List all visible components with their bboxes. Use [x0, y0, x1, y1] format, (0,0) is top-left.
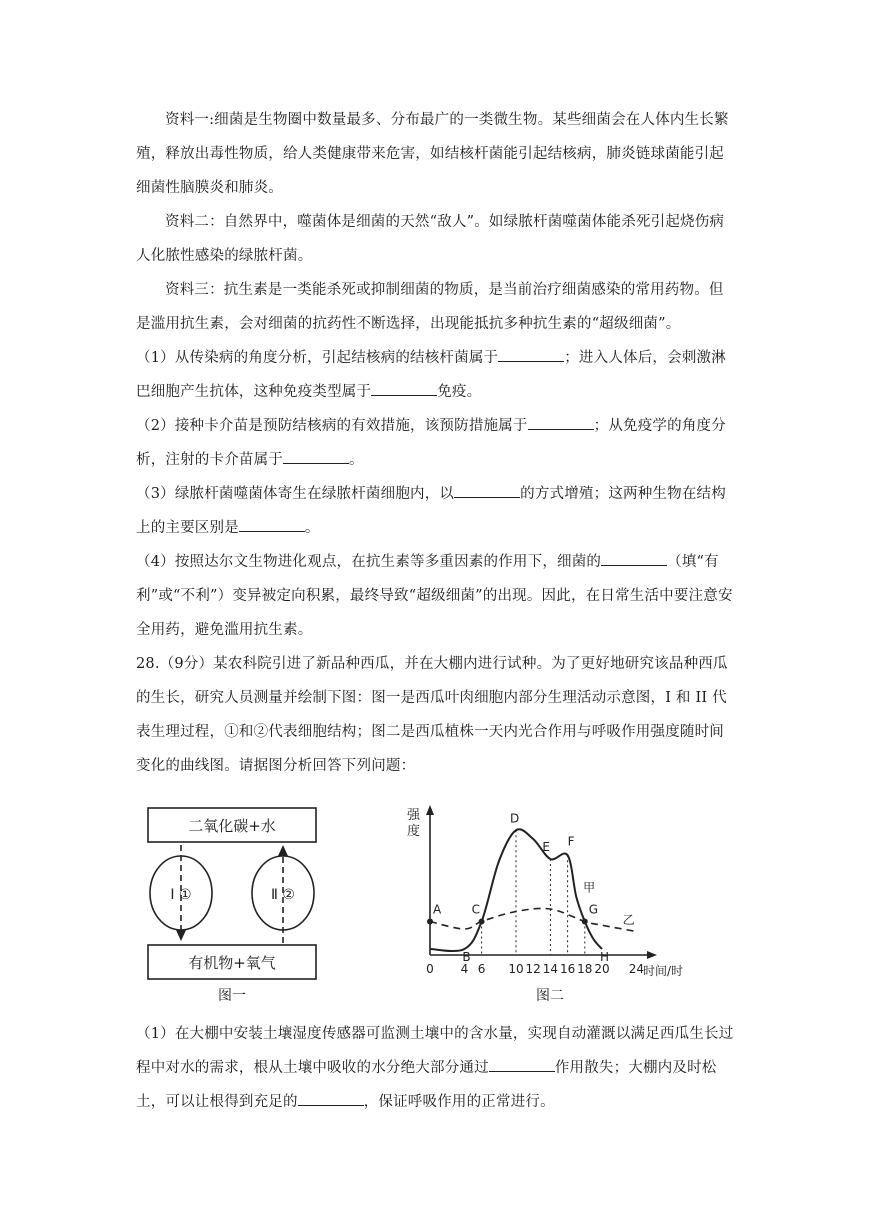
point-label: B: [462, 950, 471, 964]
x-tick-labels: [426, 962, 644, 976]
answer-blank: [528, 428, 594, 430]
answer-blank: [454, 496, 520, 498]
labeled-points: [427, 811, 609, 964]
question-4: [136, 545, 736, 647]
q1-text-a: （1）从传染病的角度分析，引起结核病的结核杆菌属于: [136, 350, 499, 366]
point-label: C: [471, 902, 480, 917]
x-tick-label: 4: [460, 962, 469, 976]
q2-text-b: ；从免疫学的角度分析，注射的卡介苗属于: [136, 418, 726, 468]
arrow-down-icon: [176, 930, 186, 941]
q3-text-a: （3）绿脓杆菌噬菌体寄生在绿脓杆菌细胞内，以: [136, 486, 455, 502]
figure-2-caption: 图二: [536, 988, 564, 1004]
ylabel-char-2: 度: [407, 824, 421, 839]
x-tick-label: 0: [426, 962, 434, 976]
point-label: G: [588, 902, 599, 917]
curve-jia-label: 甲: [583, 880, 596, 895]
x-tick-label: 10: [508, 962, 524, 976]
y-axis-label: [407, 808, 424, 839]
question-1: [136, 341, 736, 409]
x-tick-label: 12: [525, 962, 541, 976]
curve-yi: [430, 908, 636, 931]
curve-jia: [430, 829, 602, 951]
y-axis-arrow-icon: [426, 805, 434, 815]
point-marker: [427, 919, 433, 925]
drop-lines: [482, 830, 585, 955]
answer-blank: [283, 462, 349, 464]
figure-1-caption: 图一: [218, 988, 246, 1004]
x-tick-label: 16: [559, 962, 576, 976]
answer-blank: [489, 1070, 555, 1072]
q1-text-b: ；进入人体后，会刺激淋巴细胞产生抗体，这种免疫类型属于: [136, 350, 726, 400]
x-tick-label: 6: [477, 962, 486, 976]
x-tick-label: 18: [577, 962, 593, 976]
arrow-up-icon: [278, 845, 288, 856]
point-label: D: [510, 811, 520, 826]
x-axis-arrow-icon: [647, 951, 657, 959]
q3-text-b: 的方式增殖；这两种生物在结构上的主要区别是: [136, 486, 726, 536]
q4-text-b: （填“有利”或“不利”）变异被定向积累，最终导致“超级细菌”的出现。因此，在日常生活中要注意安全用药，避免滥用抗生素。: [136, 554, 733, 638]
answer-blank: [298, 1104, 364, 1106]
figure-2-chart: [395, 795, 700, 985]
q1-text-c: 免疫。: [437, 384, 482, 400]
question-2: [136, 409, 736, 477]
bottom-box-label: 有机物+氧气: [188, 954, 276, 972]
q28-1-text-c: ，保证呼吸作用的正常进行。: [363, 1094, 555, 1110]
point-label: E: [542, 840, 550, 854]
point-label: F: [567, 834, 575, 849]
q28-1-text-a: （1）在大棚中安装土壤湿度传感器可监测土壤中的含水量，实现自动灌溉以满足西瓜生长过程中对水的需求，根从土壤中吸收的水分绝大部分通过: [136, 1026, 734, 1076]
question-3: [136, 477, 736, 545]
answer-blank: [239, 530, 305, 532]
ylabel-char-1: 强: [407, 808, 421, 823]
answer-blank: [371, 394, 437, 396]
q28-1-text-b: 作用散失；大棚内及时松土，可以让根得到充足的: [136, 1060, 717, 1110]
q2-text-a: （2）接种卡介苗是预防结核病的有效措施，该预防措施属于: [136, 418, 528, 434]
top-box-label: 二氧化碳+水: [188, 817, 276, 835]
q3-text-c: 。: [304, 520, 320, 536]
q4-text-a: （4）按照达尔文生物进化观点，在抗生素等多重因素的作用下，细菌的: [136, 554, 602, 570]
answer-blank: [601, 564, 667, 566]
material-3: 资料三：抗生素是一类能杀死或抑制细菌的物质，是当前治疗细菌感染的常用药物。但是滥用抗生素，会对细菌的抗药性不断选择，出现能抵抗多种抗生素的“超级细菌”。: [136, 282, 724, 332]
point-label: H: [600, 950, 610, 964]
x-tick-label: 14: [542, 962, 559, 976]
left-oval-label: I ①: [170, 887, 192, 903]
x-tick-label: 24: [628, 962, 645, 976]
point-marker: [479, 919, 485, 925]
point-label: A: [433, 902, 442, 917]
x-tick-label: 20: [594, 962, 610, 976]
right-oval-label: Ⅱ ②: [271, 887, 295, 903]
figure-1-diagram: [140, 805, 330, 990]
question-28: 28.（9分）某农科院引进了新品种西瓜，并在大棚内进行试种。为了更好地研究该品种西瓜的生长，研究人员测量并绘制下图：图一是西瓜叶肉细胞内部分生理活动示意图，I 和 II 代表生理过程，①和②代表细胞结构；图二是西瓜植株一天内光合作用与呼吸作用强度随时间变化的曲线图。请据图分析回答下列问题：: [136, 656, 728, 774]
q2-text-c: 。: [349, 452, 364, 468]
material-1: 资料一:细菌是生物圈中数量最多、分布最广的一类微生物。某些细菌会在人体内生长繁殖，释放出毒性物质，给人类健康带来危害，如结核杆菌能引起结核病，肺炎链球菌能引起细菌性脑膜炎和肺炎。: [136, 112, 729, 196]
curve-yi-label: 乙: [622, 913, 635, 927]
x-axis-label: 时间/时: [643, 964, 684, 978]
material-2: 资料二：自然界中，噬菌体是细菌的天然“敌人”。如绿脓杆菌噬菌体能杀死引起烧伤病人化脓性感染的绿脓杆菌。: [136, 214, 725, 264]
point-marker: [582, 919, 588, 925]
question-28-1: [136, 1017, 736, 1119]
answer-blank: [498, 360, 564, 362]
